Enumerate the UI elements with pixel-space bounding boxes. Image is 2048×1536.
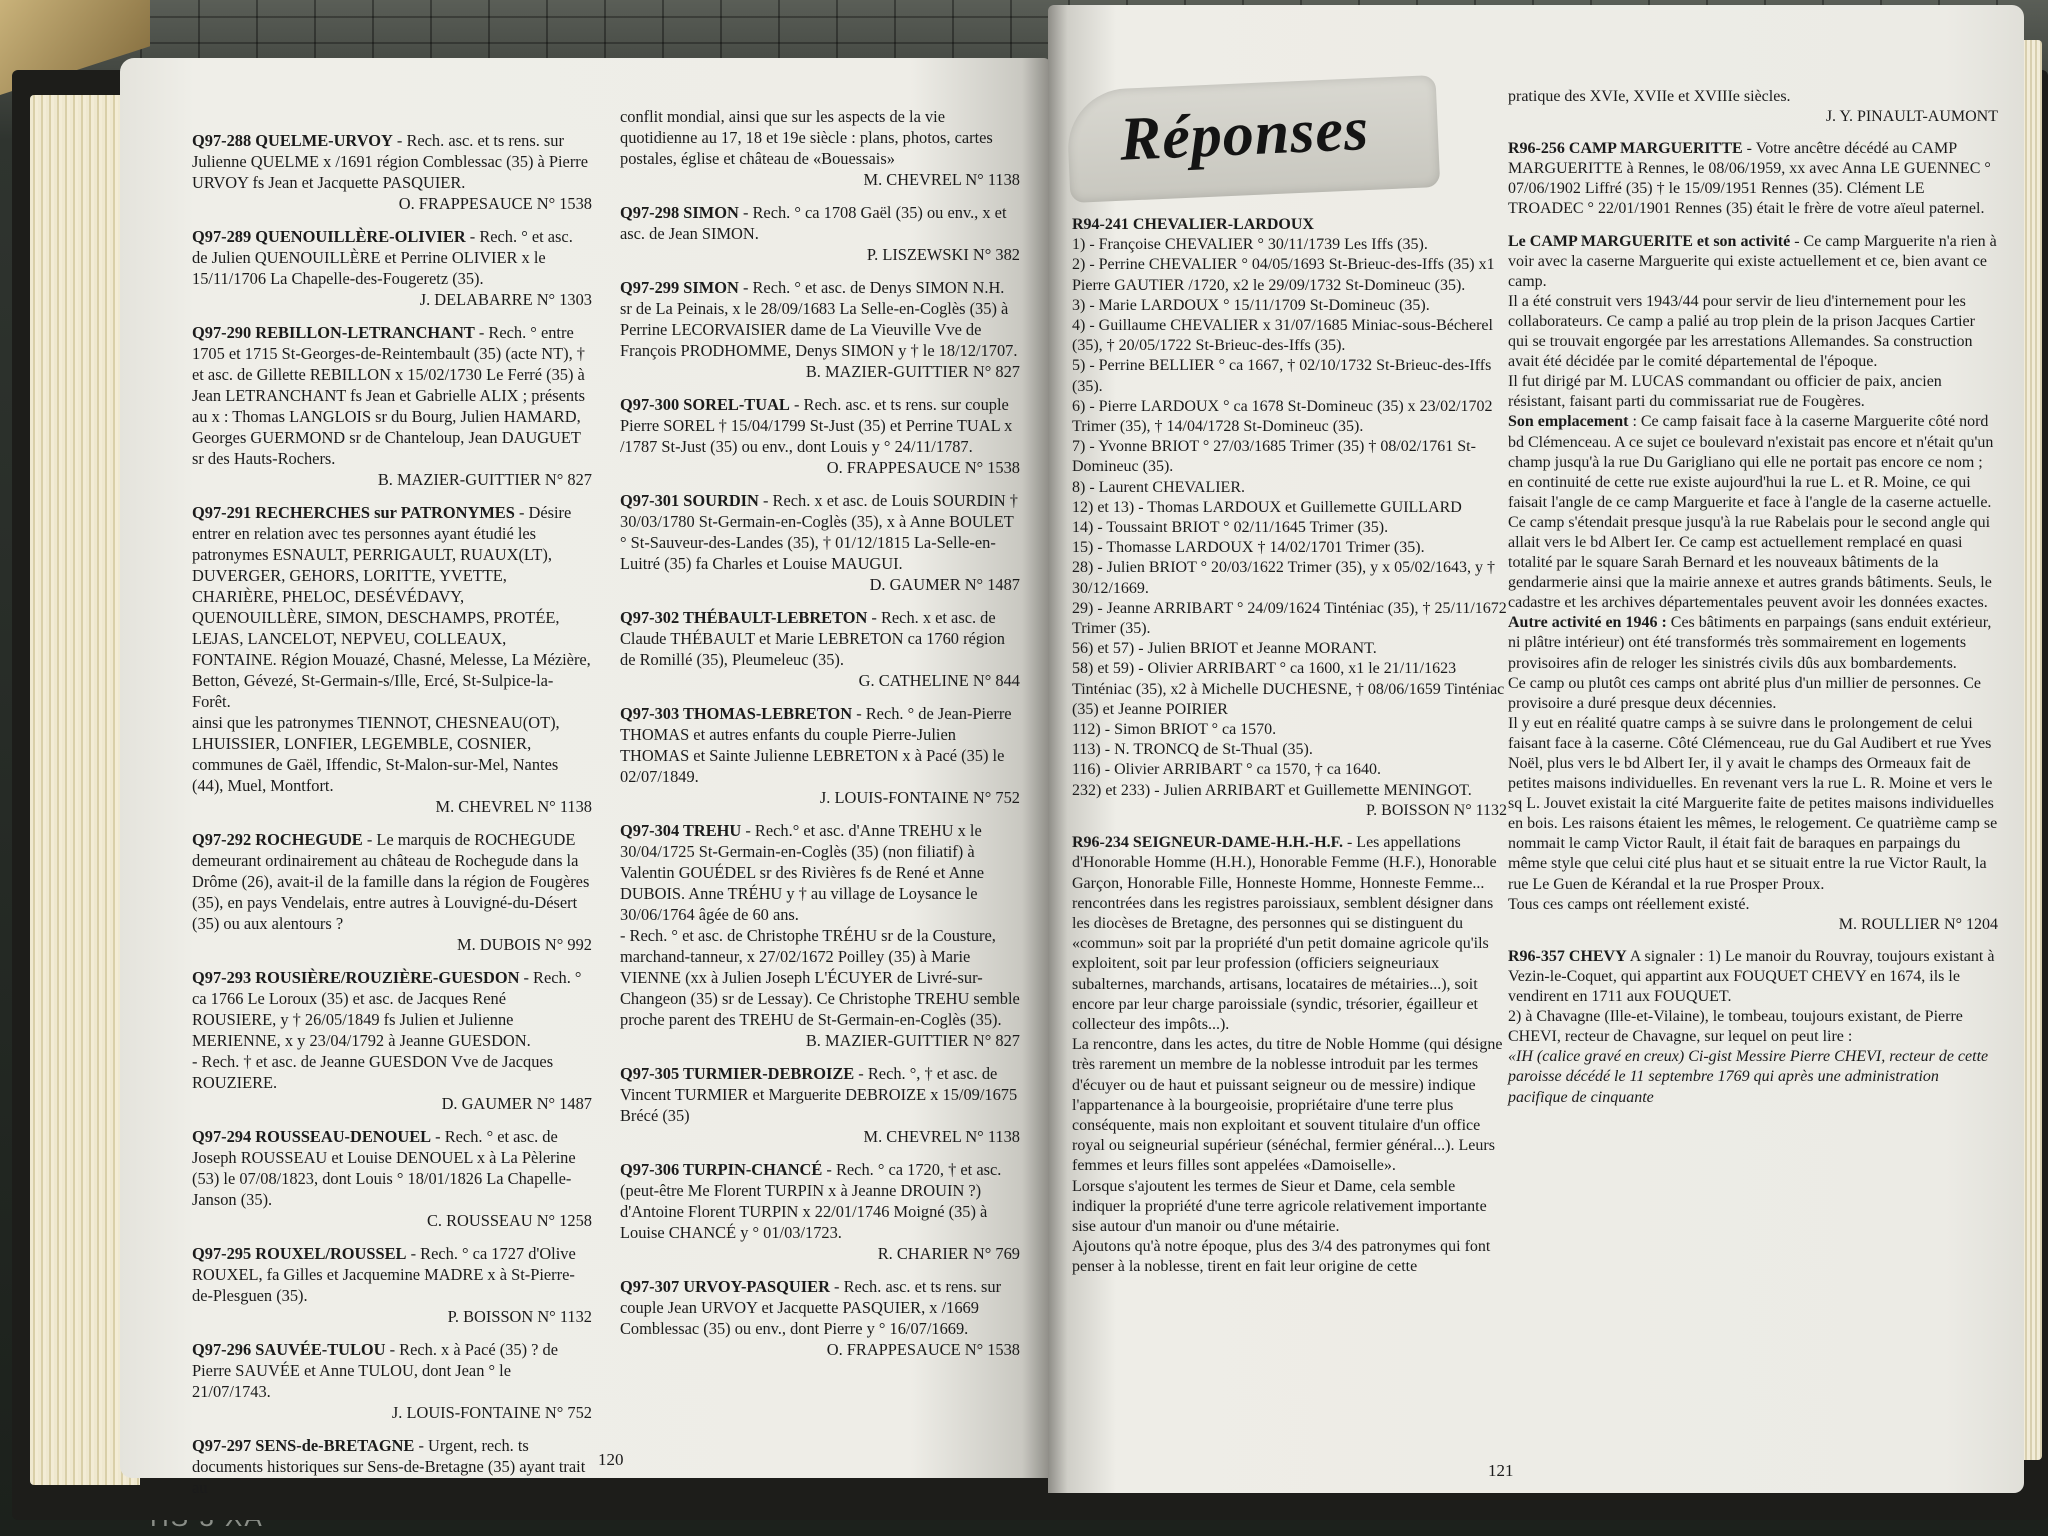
entry-signature: M. ROULLIER N° 1204 (1838, 915, 1998, 933)
query-entry (620, 202, 1020, 265)
entry-heading: Q97-297 SENS-de-BRETAGNE (192, 1436, 415, 1455)
entry-signature: D. GAUMER N° 1487 (441, 1094, 592, 1113)
query-entry (620, 1063, 1020, 1147)
entry-heading: Q97-299 SIMON (620, 278, 739, 297)
entry-text-continued: - Rech. ° et asc. de Christophe TRÉHU sr de la Cousture, marchand-tanneur, x 27/02/1672 Poilley (35) à Marie VIENNE (xx à Julien Joseph L'ÉCUYER de Livré-sur-Changeon (35) sr de Lessay). Ce Christophe TREHU semble proche parent des TREHU de St-Germain-en-Coglès (35). (620, 926, 1020, 1029)
entry-signature: R. CHARIER N° 769 (877, 1244, 1020, 1263)
query-entry (192, 1339, 592, 1423)
right-col-1 (1072, 215, 1507, 1290)
entry-heading: Q97-291 RECHERCHES sur PATRONYMES (192, 503, 515, 522)
entry-text-continued: Il a été construit vers 1943/44 pour servir de lieu d'internement pour les collaborateurs. Ce camp a palié au trop plein de la prison Jacques Cartier qui se trouvait engorgée par les arrestations Allemandes. Sa construction avait été décidée par le comité départemental de l'époque. (1508, 292, 1975, 371)
entry-text-continued: - Rech. † et asc. de Jeanne GUESDON Vve de Jacques ROUZIERE. (192, 1052, 554, 1092)
query-entry (620, 277, 1020, 382)
entry-heading: Q97-298 SIMON (620, 203, 739, 222)
entry-signature: D. GAUMER N° 1487 (869, 575, 1020, 594)
entry-heading: R96-357 CHEVY (1508, 947, 1627, 965)
genealogy-line: 116) - Olivier ARRIBART ° ca 1570, † ca 1640. (1072, 761, 1381, 779)
genealogy-line: 7) - Yvonne BRIOT ° 27/03/1685 Trimer (35) † 08/02/1761 St-Domineuc (35). (1072, 438, 1476, 476)
query-entry (620, 394, 1020, 478)
entry-text: - Votre ancêtre décédé au CAMP MARGUERITTE à Rennes, le 08/06/1959, xx avec Anna LE GUENNEC ° 07/06/1902 Liffré (35) † le 15/09/1951 Rennes (35). Clément LE TROADEC ° 22/01/1901 Rennes (35) était le frère de votre aïeul paternel. (1508, 140, 1991, 218)
entry-text: - Rech. °, † et asc. de Vincent TURMIER et Marguerite DEBROIZE x 15/09/1675 Brécé (35) (620, 1064, 1018, 1125)
genealogy-line: 232) et 233) - Julien ARRIBART et Guillemette MENINGOT. (1072, 781, 1472, 799)
entry-heading: Q97-293 ROUSIÈRE/ROUZIÈRE-GUESDON (192, 968, 520, 987)
answer-entry (1072, 215, 1507, 821)
right-page (1048, 5, 2024, 1493)
query-entry (620, 1276, 1020, 1360)
entry-text: Ces bâtiments en parpaings (sans enduit extérieur, ni plâtre intérieur) ont été transformés très sommairement en logements provisoires afin de reloger les sinistrés civils dûs aux bombardements. (1508, 614, 1992, 672)
query-entry (620, 106, 1020, 190)
entry-heading: Q97-305 TURMIER-DEBROIZE (620, 1064, 855, 1083)
entry-text: - Rech. x à Pacé (35) ? de Pierre SAUVÉE et Anne TULOU, dont Jean ° le 21/07/1743. (192, 1340, 559, 1401)
query-entry (620, 703, 1020, 808)
genealogy-line: 5) - Perrine BELLIER ° ca 1667, † 02/10/1732 St-Brieuc-des-Iffs (35). (1072, 357, 1492, 395)
entry-text: - Les appellations d'Honorable Homme (H.H.), Honorable Femme (H.F.), Honorable Garçon, Honorable Fille, Honneste Homme, Honneste Femme... rencontrées dans les registres paroissiaux, semblent désigner dans les diocèses de Bretagne, des personnes qui se distinguent du «commun» soit par la propriété d'un petit domaine agricole qu'ils exploitent, soit par leur profession (officiers seigneuriaux subalternes, marchands, artisans, locataires de métairies...), soit encore par leur charge paroissiale (syndic, trésorier, égailleur et collecteur des impôts...). (1072, 834, 1497, 1033)
genealogy-line: 28) - Julien BRIOT ° 20/03/1622 Trimer (35), y x 05/02/1643, y † 30/12/1669. (1072, 559, 1495, 597)
entry-text-continued: Lorsque s'ajoutent les termes de Sieur et Dame, cela semble indiquer la propriété d'une terre agricole relativement importante sise autour d'un manoir ou d'une métairie. (1072, 1177, 1487, 1235)
left-col-1 (192, 130, 592, 1510)
entry-text-continued: Il fut dirigé par M. LUCAS commandant ou officier de paix, ancien résistant, faisant parti du commissariat rue de Fougères. (1508, 373, 1942, 411)
query-entry (620, 607, 1020, 691)
entry-signature: M. DUBOIS N° 992 (457, 935, 592, 954)
entry-text-continued: Tous ces camps ont réellement existé. (1508, 895, 1750, 913)
entry-text: - Rech.° et asc. d'Anne TREHU x le 30/04/1725 St-Germain-en-Coglès (35) (non filiatif) à Valentin GOUÉDEL sr des Rivières fs de René et Anne DUBOIS. Anne TRÉHU y † au village de Loysance le 30/06/1764 âgée de 60 ans. (620, 821, 984, 924)
answer-entry (1508, 232, 1998, 935)
entry-text: - Rech. asc. et ts rens. sur couple Jean URVOY et Jacquette PASQUIER, x /1669 Comblessac (35) ou env., dont Pierre y ° 16/07/1669. (620, 1277, 1002, 1338)
entry-text-continued: 2) à Chavagne (Ille-et-Vilaine), le tombeau, toujours existant, de Pierre CHEVI, recteur de Chavagne, sur lequel on peut lire : (1508, 1008, 1963, 1046)
query-entry (620, 1159, 1020, 1264)
entry-text: - Rech. ° de Jean-Pierre THOMAS et autres enfants du couple Pierre-Julien THOMAS et Sainte Julienne LEBRETON x à Pacé (35) le 02/07/1849. (620, 704, 1012, 786)
entry-text-continued: ainsi que les patronymes TIENNOT, CHESNEAU(OT), LHUISSIER, LONFIER, LEGEMBLE, COSNIER, communes de Gaël, Iffendic, St-Malon-sur-Mel, Nantes (44), Muel, Montfort. (192, 713, 560, 795)
subsection-heading: Autre activité en 1946 : (1508, 614, 1667, 632)
section-title: Réponses (1118, 94, 1371, 174)
genealogy-line: 1) - Françoise CHEVALIER ° 30/11/1739 Les Iffs (35). (1072, 236, 1428, 254)
query-entry (192, 226, 592, 310)
entry-text: - Rech. x et asc. de Claude THÉBAULT et Marie LEBRETON ca 1760 région de Romillé (35), Pleumeleuc (35). (620, 608, 1005, 669)
entry-signature: M. CHEVREL N° 1138 (863, 1127, 1020, 1146)
entry-signature: O. FRAPPESAUCE N° 1538 (398, 194, 592, 213)
entry-signature: P. LISZEWSKI N° 382 (866, 245, 1020, 264)
entry-heading: Q97-304 TREHU (620, 821, 742, 840)
entry-heading: Q97-290 REBILLON-LETRANCHANT (192, 323, 475, 342)
genealogy-line: 14) - Toussaint BRIOT ° 02/11/1645 Trimer (35). (1072, 519, 1389, 537)
entry-text: - Rech. ° ca 1766 Le Loroux (35) et asc. de Jacques René ROUSIERE, y † 26/05/1849 fs Julien et Julienne MERIENNE, x y 23/04/1792 à Jeanne GUESDON. (192, 968, 582, 1050)
entry-text: pratique des XVIe, XVIIe et XVIIIe siècles. (1508, 88, 1791, 105)
entry-heading: Q97-306 TURPIN-CHANCÉ (620, 1160, 823, 1179)
entry-heading: Q97-288 QUELME-URVOY (192, 131, 393, 150)
entry-signature: J. LOUIS-FONTAINE N° 752 (391, 1403, 592, 1422)
entry-signature: B. MAZIER-GUITTIER N° 827 (805, 1031, 1020, 1050)
entry-text: A signaler : 1) Le manoir du Rouvray, toujours existant à Vezin-le-Coquet, qui appartint aux FOUQUET CHEVY en 1674, ils le vendirent en 1711 aux FOUQUET. (1508, 947, 1995, 1006)
entry-signature: O. FRAPPESAUCE N° 1538 (826, 1340, 1020, 1359)
genealogy-line: 4) - Guillaume CHEVALIER x 31/07/1685 Miniac-sous-Bécherel (35), † 20/05/1722 St-Brieuc-des-Iffs (35). (1072, 317, 1493, 355)
entry-signature: P. BOISSON N° 1132 (447, 1307, 592, 1326)
left-page (120, 58, 1050, 1497)
entry-text: - Rech. ° ca 1727 d'Olive ROUXEL, fa Gilles et Jacquemine MADRE x à St-Pierre-de-Plesguen (35). (192, 1244, 576, 1305)
entry-signature: G. CATHELINE N° 844 (858, 671, 1020, 690)
genealogy-line: 29) - Jeanne ARRIBART ° 24/09/1624 Tinténiac (35), † 25/11/1672 Trimer (35). (1072, 599, 1507, 638)
right-col-2 (1508, 87, 1998, 1120)
genealogy-line: 56) et 57) - Julien BRIOT et Jeanne MORANT. (1072, 640, 1377, 658)
entry-heading: R96-234 SEIGNEUR-DAME-H.H.-H.F. (1072, 834, 1343, 852)
entry-signature: M. CHEVREL N° 1138 (435, 797, 592, 816)
entry-text-continued: La rencontre, dans les actes, du titre de Noble Homme (qui désigne très rarement un membre de la noblesse introduit par les termes d'écuyer ou de haut et puissant seigneur ou de messire) indique l'appartenance à la bourgeoisie, propriétaire d'une terre plus conséquente, mais non exploitant et souvent titulaire d'un office royal ou seigneurial supérieur (sénéchal, fermier général...). Leurs femmes et leurs filles sont appelées «Damoiselle». (1072, 1036, 1503, 1175)
query-entry (192, 130, 592, 214)
entry-heading: Q97-296 SAUVÉE-TULOU (192, 1340, 386, 1359)
entry-signature: P. BOISSON N° 1132 (1366, 801, 1507, 819)
entry-text: - Rech. ° entre 1705 et 1715 St-Georges-de-Reintembault (35) (acte NT), † et asc. de Gillette REBILLON x 15/02/1730 Le Ferré (35) à Jean LETRANCHANT fs Jean et Gabrielle ALIX ; présents au x : Thomas LANGLOIS sr du Bourg, Julien HAMARD, Georges GUERMOND sr de Chanteloup, Jean DAUGUET sr des Hauts-Rochers. (192, 323, 585, 468)
query-entry (192, 1243, 592, 1327)
genealogy-line: 2) - Perrine CHEVALIER ° 04/05/1693 St-Brieuc-des-Iffs (35) x1 Pierre GAUTIER /1720, x2 le 29/09/1732 St-Domineuc (35). (1072, 256, 1495, 294)
genealogy-line: 112) - Simon BRIOT ° ca 1570. (1072, 721, 1277, 739)
query-entry (192, 502, 592, 817)
entry-signature: J. DELABARRE N° 1303 (419, 290, 592, 309)
entry-text: - Urgent, rech. ts documents historiques sur Sens-de-Bretagne (35) ayant trait au (192, 1436, 586, 1497)
entry-heading: R96-256 CAMP MARGUERITTE (1508, 140, 1743, 158)
left-col-2 (620, 106, 1020, 1372)
entry-heading: Q97-295 ROUXEL/ROUSSEL (192, 1244, 407, 1263)
genealogy-line: 15) - Thomasse LARDOUX † 14/02/1701 Trimer (35). (1072, 539, 1425, 557)
answer-entry (1508, 947, 1998, 1108)
entry-heading: Q97-302 THÉBAULT-LEBRETON (620, 608, 868, 627)
entry-heading: Q97-289 QUENOUILLÈRE-OLIVIER (192, 227, 466, 246)
genealogy-line: 8) - Laurent CHEVALIER. (1072, 478, 1245, 496)
entry-heading: Q97-307 URVOY-PASQUIER (620, 1277, 830, 1296)
epitaph-quote: «IH (calice gravé en creux) Ci-gist Messire Pierre CHEVI, recteur de cette paroisse décédé le 11 septembre 1769 qui après une administration pacifique de cinquante (1508, 1048, 1989, 1106)
query-entry (192, 829, 592, 955)
entry-text: - Rech. asc. et ts rens. sur Julienne QUELME x /1691 région Comblessac (35) à Pierre URVOY fs Jean et Jacquette PASQUIER. (192, 131, 589, 192)
subsection-heading: Son emplacement (1508, 413, 1629, 431)
entry-text-continued: Il y eut en réalité quatre camps à se suivre dans le prolongement de celui faisant face à la caserne. Côté Clémenceau, rue du Gal Audibert et rue Yves Noël, plus vers le bd Albert Ier, il y avait le champs des Ormeaux fait de petites maisons individuelles. En revenant vers la rue L. R. Moine et vers le sq L. Jouvet existait la cité Marguerite faite de petites maisons individuelles en bois. Les raisons étaient les mêmes, le relogement. Ce quatrième camp se nommait le camp Victor Rault, il était fait de baraques en parpaings du même style que celui cité plus haut et se situait entre la rue Victor Rault, la rue Le Guen de Kérandal et la rue Prosper Proux. (1508, 714, 1998, 893)
entry-text: - Rech. ° ca 1720, † et asc. (peut-être Me Florent TURPIN x à Jeanne DROUIN ?) d'Antoine Florent TURPIN x 22/01/1746 Moigné (35) à Louise CHANCÉ y ° 01/03/1723. (620, 1160, 1002, 1242)
query-entry (192, 1435, 592, 1498)
entry-text: - Rech. asc. et ts rens. sur couple Pierre SOREL † 15/04/1799 St-Just (35) et Perrine TUAL x /1787 St-Just (35) ou env., dont Louis y ° 24/11/1787. (620, 395, 1013, 456)
entry-text: : Ce camp faisait face à la caserne Marguerite côté nord bd Clémenceau. A ce sujet ce boulevard n'existait pas encore et n'était qu'un champ jusqu'à la rue Du Garigliano qui elle ne portait pas encore ce nom ; en continuité de cette rue existe aujourd'hui la rue L. et R. Moine, ce qui faisait l'angle de ce camp Marguerite et face à l'angle de la caserne actuelle. Ce camp s'étendait presque jusqu'à la rue Rabelais pour le second angle qui allait vers le bd Albert Ier. Ce camp est actuellement remplacé en quasi totalité par le square Sarah Bernard et les nouveaux bâtiments de la gendarmerie ainsi que la mairie annexe et autres grands bâtiments. Seuls, le cadastre et les archives départementales peuvent avoir les données exactes. (1508, 413, 1994, 612)
entry-text: - Rech. ° ca 1708 Gaël (35) ou env., x et asc. de Jean SIMON. (620, 203, 1007, 243)
entry-text: - Rech. x et asc. de Louis SOURDIN † 30/03/1780 St-Germain-en-Coglès (35), x à Anne BOULET ° St-Sauveur-des-Landes (35), † 01/12/1815 La-Selle-en-Luitré (35) fa Charles et Louise MAUGUI. (620, 491, 1018, 573)
query-entry (192, 322, 592, 490)
query-entry (620, 490, 1020, 595)
entry-heading: Q97-300 SOREL-TUAL (620, 395, 790, 414)
genealogy-line: 113) - N. TRONCQ de St-Thual (35). (1072, 741, 1313, 759)
entry-signature: C. ROUSSEAU N° 1258 (426, 1211, 592, 1230)
entry-heading: Q97-303 THOMAS-LEBRETON (620, 704, 853, 723)
entry-text: - Rech. ° et asc. de Joseph ROUSSEAU et Louise DENOUEL x à La Pèlerine (53) le 07/08/1823, dont Louis ° 18/01/1826 La Chapelle-Janson (35). (192, 1127, 576, 1209)
page-number: 120 (598, 1450, 624, 1469)
entry-heading: Q97-301 SOURDIN (620, 491, 759, 510)
entry-heading: Q97-294 ROUSSEAU-DENOUEL (192, 1127, 432, 1146)
section-title-banner (1066, 75, 1441, 203)
entry-text: - Ce camp Marguerite n'a rien à voir avec la caserne Marguerite qui existe actuellement et ce, bien avant ce camp. (1508, 232, 1997, 290)
query-entry (192, 967, 592, 1114)
entry-text: - Rech. ° et asc. de Denys SIMON N.H. sr de La Peinais, x le 28/09/1683 La Selle-en-Coglès (35) à Perrine LECORVAISIER dame de La Vieuville Vve de François PRODHOMME, Denys SIMON y † le 18/12/1707. (620, 278, 1018, 360)
entry-heading: Le CAMP MARGUERITE et son activité (1508, 232, 1791, 250)
entry-text: conflit mondial, ainsi que sur les aspects de la vie quotidienne au 17, 18 et 19e siècle : plans, photos, cartes postales, église et château de «Bouessais» (620, 107, 993, 168)
genealogy-line: 6) - Pierre LARDOUX ° ca 1678 St-Domineuc (35) x 23/02/1702 Trimer (35), † 14/04/1728 St-Domineuc (35). (1072, 397, 1493, 436)
page-number: 121 (1488, 1461, 1514, 1480)
entry-text: - Le marquis de ROCHEGUDE demeurant ordinairement au château de Rochegude dans la Drôme (26), avait-il de la famille dans la région de Fougères (35), en pays Vendelais, entre autres à Louvigné-du-Désert (35) ou aux alentours ? (192, 830, 590, 933)
entry-text: - Rech. ° et asc. de Julien QUENOUILLÈRE et Perrine OLIVIER x le 15/11/1706 La Chapelle-des-Fougeretz (35). (192, 227, 573, 288)
entry-signature: O. FRAPPESAUCE N° 1538 (826, 458, 1020, 477)
entry-signature: M. CHEVREL N° 1138 (863, 170, 1020, 189)
entry-text-continued: Ce camp ou plutôt ces camps ont abrité plus d'un millier de personnes. Ce provisoire a duré presque deux décennies. (1508, 674, 1981, 712)
genealogy-line: 12) et 13) - Thomas LARDOUX et Guillemette GUILLARD (1072, 498, 1462, 516)
entry-signature: B. MAZIER-GUITTIER N° 827 (805, 362, 1020, 381)
answer-entry (1508, 87, 1998, 127)
entry-signature: B. MAZIER-GUITTIER N° 827 (377, 470, 592, 489)
entry-heading: Q97-292 ROCHEGUDE (192, 830, 363, 849)
query-entry (620, 820, 1020, 1051)
answer-entry (1508, 139, 1998, 219)
entry-text-continued: Ajoutons qu'à notre époque, plus des 3/4 des patronymes qui font penser à la noblesse, tirent en fait leur origine de cette (1072, 1238, 1491, 1276)
genealogy-line: 3) - Marie LARDOUX ° 15/11/1709 St-Domineuc (35). (1072, 296, 1430, 314)
query-entry (192, 1126, 592, 1231)
entry-signature: J. Y. PINAULT-AUMONT (1825, 108, 1998, 126)
genealogy-line: 58) et 59) - Olivier ARRIBART ° ca 1600, x1 le 21/11/1623 Tinténiac (35), x2 à Michelle DUCHESNE, † 08/06/1659 Tinténiac (35) et Jeanne POIRIER (1072, 660, 1505, 718)
answer-entry (1072, 833, 1507, 1277)
entry-heading: R94-241 CHEVALIER-LARDOUX (1072, 216, 1314, 233)
entry-text: - Désire entrer en relation avec tes personnes ayant étudié les patronymes ESNAULT, PERRIGAULT, RUAUX(LT), DUVERGER, GEHORS, LORITTE, YVETTE, CHARIÈRE, PHELOC, DESÉVÉDAVY, QUENOUILLÈRE, SIMON, DESCHAMPS, PROTÉE, LEJAS, LANCELOT, NEPVEU, COLLEAUX, FONTAINE. Région Mouazé, Chasné, Melesse, La Mézière, Betton, Gévezé, St-Germain-s/Ille, Ercé, St-Sulpice-la-Forêt. (192, 503, 591, 711)
entry-signature: J. LOUIS-FONTAINE N° 752 (819, 788, 1020, 807)
